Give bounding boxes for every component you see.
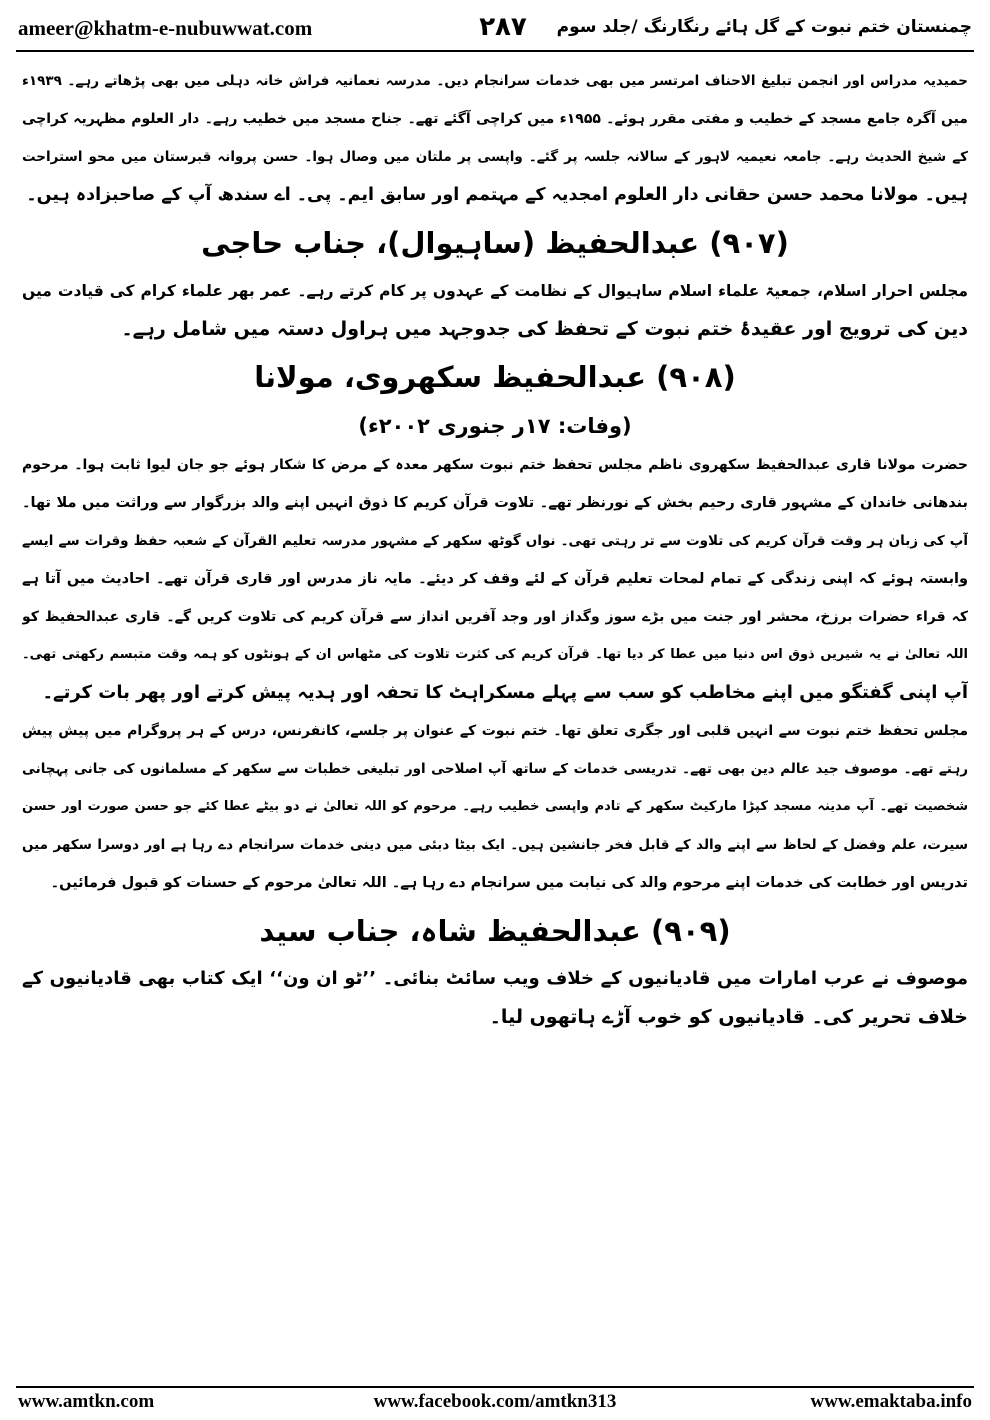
footer-link-emaktaba[interactable]: www.emaktaba.info — [810, 1391, 972, 1412]
text-line: خلاف تحریر کی۔ قادیانیوں کو خوب آڑے ہاتھوں لیا۔ — [489, 1006, 968, 1028]
text-line: آپ کی زبان ہر وقت قرآن کریم کی تلاوت سے تر رہتی تھی۔ نواں گوٹھ سکھر کے مشہور مدرسہ تعلیم القرآن کے شعبہ حفظ وقرات سے ایسے — [22, 533, 968, 549]
entry-heading-908: (۹۰۸) عبدالحفیظ سکھروی، مولانا — [254, 360, 736, 394]
text-line: کہ قراء حضرات برزخ، محشر اور جنت میں بڑے سوز وگداز اور وجد آفریں انداز سے قرآن کریم کی تلاوت کریں گے۔ قاری عبدالحفیظ کو — [22, 609, 968, 625]
text-line: حمیدیہ مدراس اور انجمن تبلیغ الاحناف امرتسر میں بھی خدمات سرانجام دیں۔ مدرسہ نعمانیہ فراش خانہ دہلی میں بھی پڑھاتے رہے۔ ۱۹۳۹ء — [22, 73, 968, 89]
text-line: ہیں۔ مولانا محمد حسن حقانی دار العلوم امجدیہ کے مہتمم اور سابق ایم۔ پی۔ اے سندھ آپ کے صاحبزادہ ہیں۔ — [26, 185, 968, 205]
text-line: تدریس اور خطابت کی خدمات اپنے مرحوم والد کی نیابت میں سرانجام دے رہا ہے۔ اللہ تعالیٰ مرحوم کے حسنات کو قبول فرمائیں۔ — [50, 875, 968, 891]
page-number: ۲۸۷ — [479, 12, 527, 42]
text-line: شخصیت تھے۔ آپ مدینہ مسجد کپڑا مارکیٹ سکھر کے تادم واپسی خطیب رہے۔ مرحوم کو اللہ تعالیٰ نے دو بیٹے عطا کئے جو حسن صورت اور حسن — [22, 799, 968, 814]
text-line: میں آگرہ جامع مسجد کے خطیب و مفتی مقرر ہوئے۔ ۱۹۵۵ء میں کراچی آگئے تھے۔ جناح مسجد میں خطیب رہے۔ دار العلوم مظہریہ کراچی — [22, 111, 968, 127]
text-line: وابستہ ہوئے کہ اپنی زندگی کے تمام لمحات تعلیم قرآن کے لئے وقف کر دیئے۔ مایہ ناز مدرس اور قاری قرآن تھے۔ احادیث میں آتا ہے — [22, 571, 968, 587]
entry-heading-909: (۹۰۹) عبدالحفیظ شاہ، جناب سید — [259, 914, 731, 948]
footer-link-facebook[interactable]: www.facebook.com/amtkn313 — [373, 1391, 617, 1412]
entry-body-908-paragraph-1 — [22, 446, 968, 712]
text-line: دین کی ترویج اور عقیدۂ ختم نبوت کے تحفظ کی جدوجہد میں ہراول دستہ میں شامل رہے۔ — [121, 318, 968, 340]
page-header — [18, 12, 972, 48]
footer-link-amtkn[interactable]: www.amtkn.com — [18, 1391, 155, 1412]
page-content — [22, 62, 968, 1036]
text-line: سیرت، علم وفضل کے لحاظ سے اپنے والد کے قابل فخر جانشین ہیں۔ ایک بیٹا دبئی میں دینی خدمات سرانجام دے رہا ہے اور دوسرا سکھر میں — [22, 837, 968, 853]
text-line: مجلس تحفظ ختم نبوت سے انہیں قلبی اور جگری تعلق تھا۔ ختم نبوت کے عنوان پر جلسے، کانفرنس، درس کے ہر پروگرام میں پیش پیش — [22, 723, 968, 739]
entry-heading-907: (۹۰۷) عبدالحفیظ (ساہیوال)، جناب حاجی — [201, 226, 789, 260]
text-line: مجلس احرار اسلام، جمعیۃ علماء اسلام ساہیوال کے نظامت کے عہدوں پر کام کرتے رہے۔ عمر بھر علماء کرام کی قیادت میں — [22, 282, 968, 300]
text-line: رہتے تھے۔ موصوف جید عالم دین بھی تھے۔ تدریسی خدمات کے ساتھ آپ اصلاحی اور تبلیغی خطبات سے سکھر کے مسلمانوں کی جانی پہچانی — [22, 761, 968, 777]
text-line: موصوف نے عرب امارات میں قادیانیوں کے خلاف ویب سائٹ بنائی۔ ’’ٹو ان ون‘‘ ایک کتاب بھی قادیانیوں کے — [22, 968, 968, 989]
text-line: حضرت مولانا قاری عبدالحفیظ سکھروی ناظم مجلس تحفظ ختم نبوت سکھر معدہ کے مرض کا شکار ہوئے جو جان لیوا ثابت ہوا۔ مرحوم — [22, 457, 968, 473]
text-line: اللہ تعالیٰ نے یہ شیریں ذوق اس دنیا میں عطا کر دیا تھا۔ قرآن کریم کی کثرت تلاوت کی مٹھاس ان کے ہونٹوں کو ہمہ وقت متبسم رکھتی تھی۔ — [22, 647, 968, 662]
entry-body-907 — [22, 272, 968, 348]
header-email-link[interactable]: ameer@khatm-e-nubuwwat.com — [18, 16, 313, 40]
text-line: آپ اپنی گفتگو میں اپنے مخاطب کو سب سے پہلے مسکراہٹ کا تحفہ اور ہدیہ پیش کرتے اور پھر بات کرتے۔ — [42, 682, 968, 703]
footer-divider — [16, 1386, 974, 1388]
header-divider — [16, 50, 974, 52]
text-line: کے شیخ الحدیث رہے۔ جامعہ نعیمیہ لاہور کے سالانہ جلسہ پر گئے۔ واپسی پر ملتان میں وصال ہوا۔ حسن پروانہ قبرستان میں محو استراحت — [22, 149, 968, 165]
death-date: (وفات: ۱۷ر جنوری ۲۰۰۲ء) — [358, 414, 632, 438]
entry-body-909 — [22, 960, 968, 1036]
book-title: چمنستان ختم نبوت کے گل ہائے رنگارنگ /جلد سوم — [556, 17, 972, 37]
text-line: بندھانی خاندان کے مشہور قاری رحیم بخش کے نورنظر تھے۔ تلاوت قرآن کریم کا ذوق انہیں اپنے والد بزرگوار سے وراثت میں ملا تھا۔ — [22, 495, 968, 511]
intro-paragraph — [22, 62, 968, 214]
page-footer — [18, 1391, 972, 1415]
entry-body-908-paragraph-2 — [22, 712, 968, 902]
